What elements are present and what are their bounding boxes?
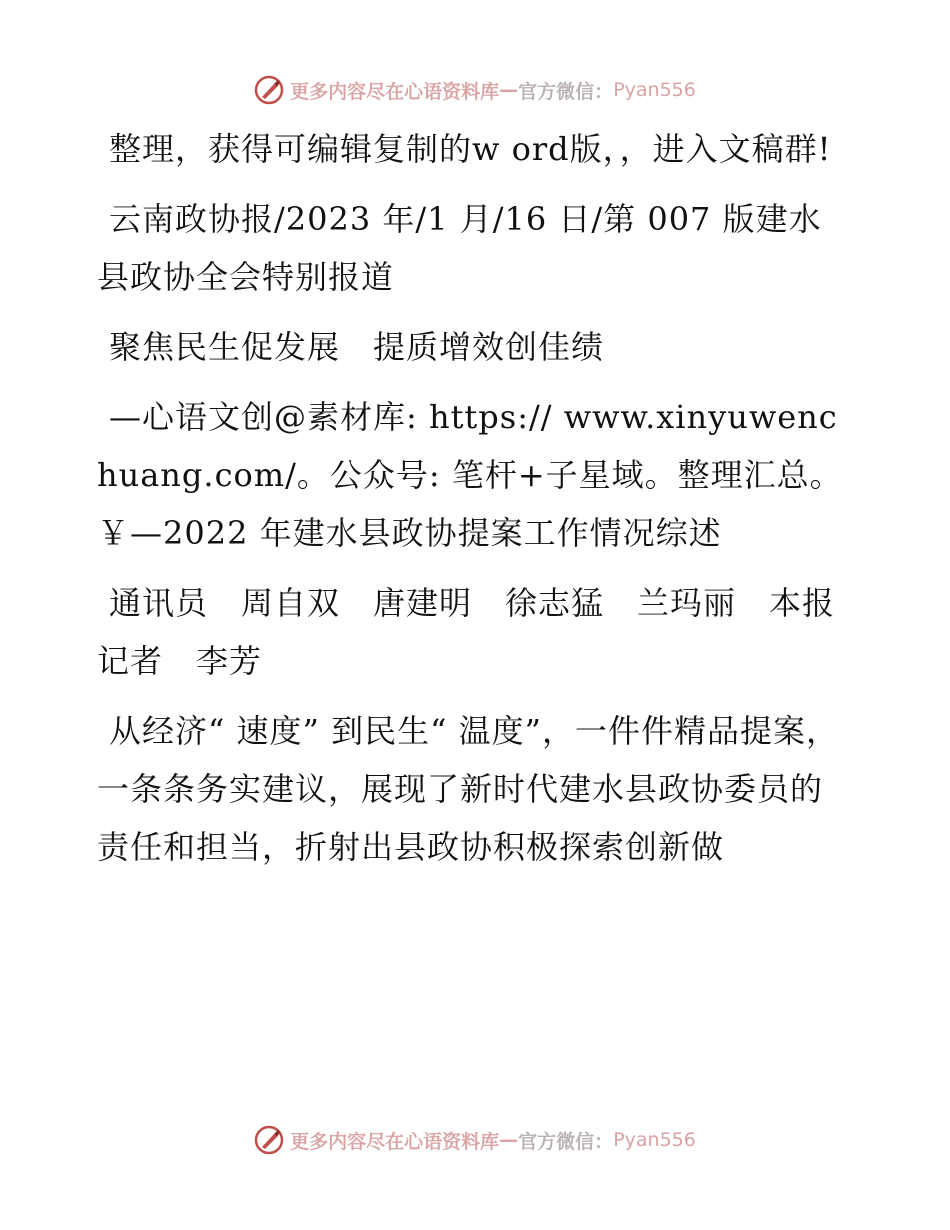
- footer-watermark: [0, 1120, 950, 1160]
- watermark-dash: —: [499, 79, 519, 101]
- watermark-account-label: 官方微信：: [518, 1130, 614, 1153]
- watermark-account-label: 官方微信：: [518, 80, 614, 103]
- watermark-site-text: 更多内容尽在心语资料库: [290, 80, 500, 103]
- paragraph-headline: 聚焦民生促发展 提质增效创佳绩: [109, 328, 605, 366]
- paragraph-subtitle: —心语文创@素材库: https:// www.xinyuwenchuang.com/。公众号: 笔杆+子星域。整理汇总。￥—2022 年建水县政协提案工作情况综述: [97, 398, 843, 552]
- watermark-account-id: Pyan556: [613, 79, 696, 101]
- watermark-site-text: 更多内容尽在心语资料库: [290, 1130, 500, 1153]
- document-body: [97, 120, 849, 888]
- quill-circle-logo-icon: [254, 1125, 284, 1155]
- watermark-dash: —: [499, 1129, 519, 1151]
- paragraph-byline: 通讯员 周自双 唐建明 徐志猛 兰玛丽 本报记者 李芳: [97, 584, 836, 680]
- quill-circle-logo-icon: [254, 75, 284, 105]
- paragraph-intro: 整理，获得可编辑复制的w ord版，，进入文稿群!: [109, 130, 832, 168]
- watermark-account-id: Pyan556: [613, 1129, 696, 1151]
- paragraph-body: 从经济“ 速度” 到民生“ 温度”，一件件精品提案，一条条务实建议，展现了新时代建水县政协委员的责任和担当，折射出县政协积极探索创新做: [97, 712, 839, 866]
- paragraph-source: 云南政协报/2023 年/1 月/16 日/第 007 版建水县政协全会特别报道: [97, 200, 822, 296]
- header-watermark: [0, 70, 950, 110]
